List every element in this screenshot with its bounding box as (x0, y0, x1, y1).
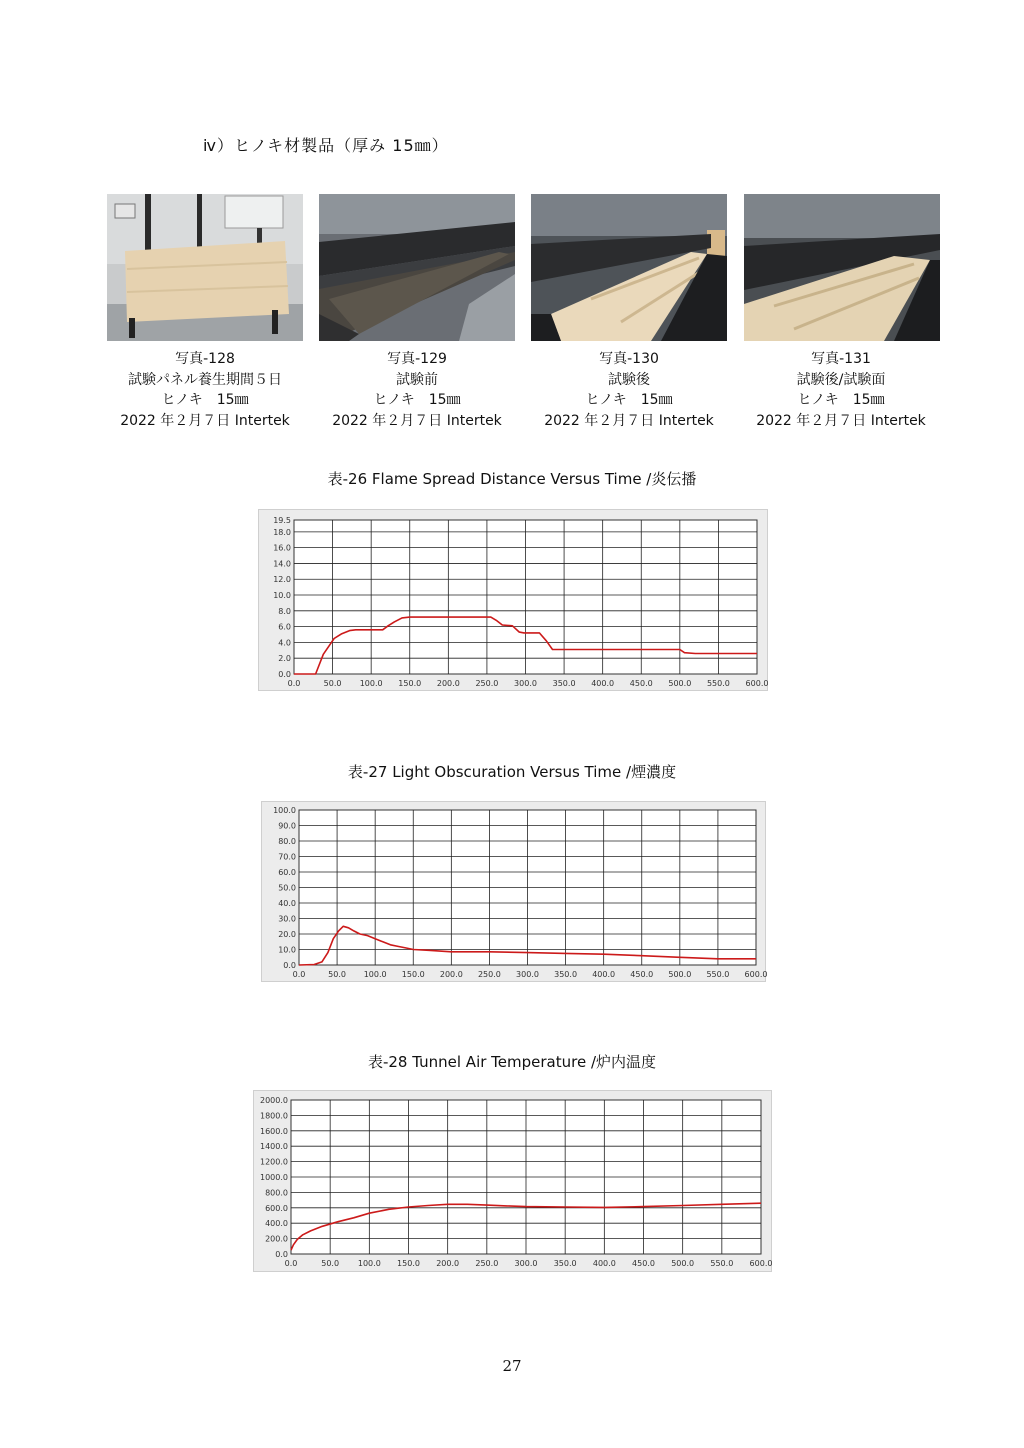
y-tick-label: 12.0 (273, 575, 291, 585)
photo-caption-129 (307, 349, 527, 431)
x-tick-label: 400.0 (592, 1259, 616, 1268)
x-tick-label: 150.0 (397, 1259, 420, 1268)
photo-caption-131 (731, 349, 951, 431)
x-tick-label: 600.0 (745, 679, 769, 688)
x-tick-label: 250.0 (475, 1259, 499, 1268)
y-tick-label: 1200.0 (260, 1157, 288, 1167)
x-tick-label: 450.0 (629, 679, 653, 688)
x-tick-label: 200.0 (436, 679, 460, 688)
x-tick-label: 550.0 (710, 1259, 734, 1268)
y-tick-label: 2.0 (278, 654, 291, 664)
photo-after-test-surface (744, 194, 940, 341)
x-tick-label: 350.0 (553, 1259, 577, 1268)
chart-light-obscuration (261, 801, 766, 982)
y-tick-label: 100.0 (273, 806, 296, 815)
x-tick-label: 100.0 (359, 679, 383, 688)
y-tick-label: 0.0 (275, 1250, 288, 1259)
x-tick-label: 100.0 (363, 970, 387, 979)
chart-flame-spread-svg (259, 510, 767, 690)
caption-line: 試験後/試験面 (796, 371, 886, 388)
y-tick-label: 1600.0 (260, 1126, 288, 1136)
x-tick-label: 150.0 (398, 679, 422, 688)
y-tick-label: 80.0 (278, 837, 296, 846)
y-tick-label: 50.0 (278, 883, 296, 893)
y-tick-label: 20.0 (278, 930, 296, 939)
section-title: ⅳ）ヒノキ材製品（厚み 15㎜） (203, 136, 449, 155)
x-tick-label: 350.0 (552, 679, 576, 688)
chart-light-obscuration-svg (262, 802, 768, 981)
x-tick-label: 600.0 (744, 970, 768, 979)
x-tick-label: 150.0 (401, 970, 425, 979)
caption-line: ヒノキ 15㎜ (373, 392, 461, 408)
y-tick-label: 18.0 (273, 527, 291, 537)
chart-tunnel-temperature-svg (254, 1091, 771, 1271)
x-tick-label: 100.0 (357, 1259, 381, 1268)
caption-line: 2022 年２月７日 Intertek (332, 412, 502, 429)
y-tick-label: 40.0 (278, 899, 296, 908)
caption-line: ヒノキ 15㎜ (585, 392, 673, 408)
x-tick-label: 400.0 (591, 679, 615, 688)
y-tick-label: 4.0 (278, 638, 291, 648)
x-tick-label: 300.0 (514, 679, 537, 688)
photo-before-test (319, 194, 515, 341)
caption-line: 写真-130 (599, 351, 659, 367)
photo-after-test (531, 194, 727, 341)
x-tick-label: 200.0 (436, 1259, 460, 1268)
caption-line: 試験パネル養生期間５日 (128, 371, 282, 388)
y-tick-label: 0.0 (283, 961, 296, 970)
y-tick-label: 800.0 (265, 1188, 288, 1198)
x-tick-label: 400.0 (592, 970, 616, 979)
caption-line: 2022 年２月７日 Intertek (120, 412, 290, 429)
y-tick-label: 90.0 (278, 821, 296, 831)
x-tick-label: 500.0 (671, 1259, 695, 1268)
x-tick-label: 450.0 (630, 970, 654, 979)
x-tick-label: 300.0 (514, 1259, 538, 1268)
x-tick-label: 0.0 (284, 1259, 298, 1268)
x-tick-label: 500.0 (668, 970, 692, 979)
y-tick-label: 30.0 (278, 914, 296, 924)
x-tick-label: 350.0 (554, 970, 578, 979)
chart-title-flame-spread: 表-26 Flame Spread Distance Versus Time /炎伝播 (327, 470, 697, 488)
x-tick-label: 500.0 (668, 679, 692, 688)
photo-caption-130 (519, 349, 739, 431)
y-tick-label: 14.0 (273, 559, 291, 569)
caption-line: 2022 年２月７日 Intertek (756, 412, 926, 429)
x-tick-label: 200.0 (439, 970, 463, 979)
caption-line: ヒノキ 15㎜ (161, 392, 249, 408)
x-tick-label: 550.0 (706, 679, 730, 688)
y-tick-label: 8.0 (278, 606, 291, 616)
caption-line: 試験後 (608, 371, 650, 388)
caption-line: 写真-128 (175, 351, 235, 367)
y-tick-label: 1400.0 (260, 1142, 288, 1152)
x-tick-label: 0.0 (287, 679, 301, 688)
chart-title-tunnel-temperature: 表-28 Tunnel Air Temperature /炉内温度 (367, 1053, 657, 1071)
chart-title-light-obscuration: 表-27 Light Obscuration Versus Time /煙濃度 (347, 763, 677, 781)
caption-line: ヒノキ 15㎜ (797, 392, 885, 408)
y-tick-label: 60.0 (278, 868, 296, 877)
y-tick-label: 0.0 (278, 670, 291, 679)
x-tick-label: 550.0 (706, 970, 730, 979)
x-tick-label: 300.0 (516, 970, 539, 979)
y-tick-label: 19.5 (273, 516, 291, 525)
caption-line: 試験前 (396, 371, 438, 388)
y-tick-label: 2000.0 (260, 1096, 288, 1105)
photo-test-panel (107, 194, 303, 341)
y-tick-label: 600.0 (265, 1203, 288, 1213)
photo-caption-128 (95, 349, 315, 431)
y-tick-label: 1800.0 (260, 1111, 288, 1121)
x-tick-label: 50.0 (323, 679, 342, 688)
caption-line: 写真-129 (387, 351, 447, 367)
x-tick-label: 50.0 (321, 1259, 340, 1268)
chart-flame-spread (258, 509, 768, 691)
y-tick-label: 70.0 (278, 852, 296, 862)
y-tick-label: 16.0 (273, 543, 291, 553)
caption-line: 写真-131 (811, 351, 871, 367)
caption-line: 2022 年２月７日 Intertek (544, 412, 714, 429)
x-tick-label: 450.0 (632, 1259, 655, 1268)
y-tick-label: 10.0 (278, 945, 296, 955)
chart-tunnel-temperature (253, 1090, 772, 1272)
y-tick-label: 200.0 (265, 1234, 288, 1244)
y-tick-label: 6.0 (278, 622, 291, 632)
x-tick-label: 250.0 (475, 679, 499, 688)
x-tick-label: 50.0 (328, 970, 346, 979)
y-tick-label: 1000.0 (260, 1173, 288, 1182)
x-tick-label: 0.0 (292, 970, 306, 979)
x-tick-label: 250.0 (477, 970, 501, 979)
y-tick-label: 400.0 (265, 1219, 288, 1229)
x-tick-label: 600.0 (749, 1259, 773, 1268)
page-number: 27 (502, 1357, 522, 1375)
y-tick-label: 10.0 (273, 591, 291, 601)
